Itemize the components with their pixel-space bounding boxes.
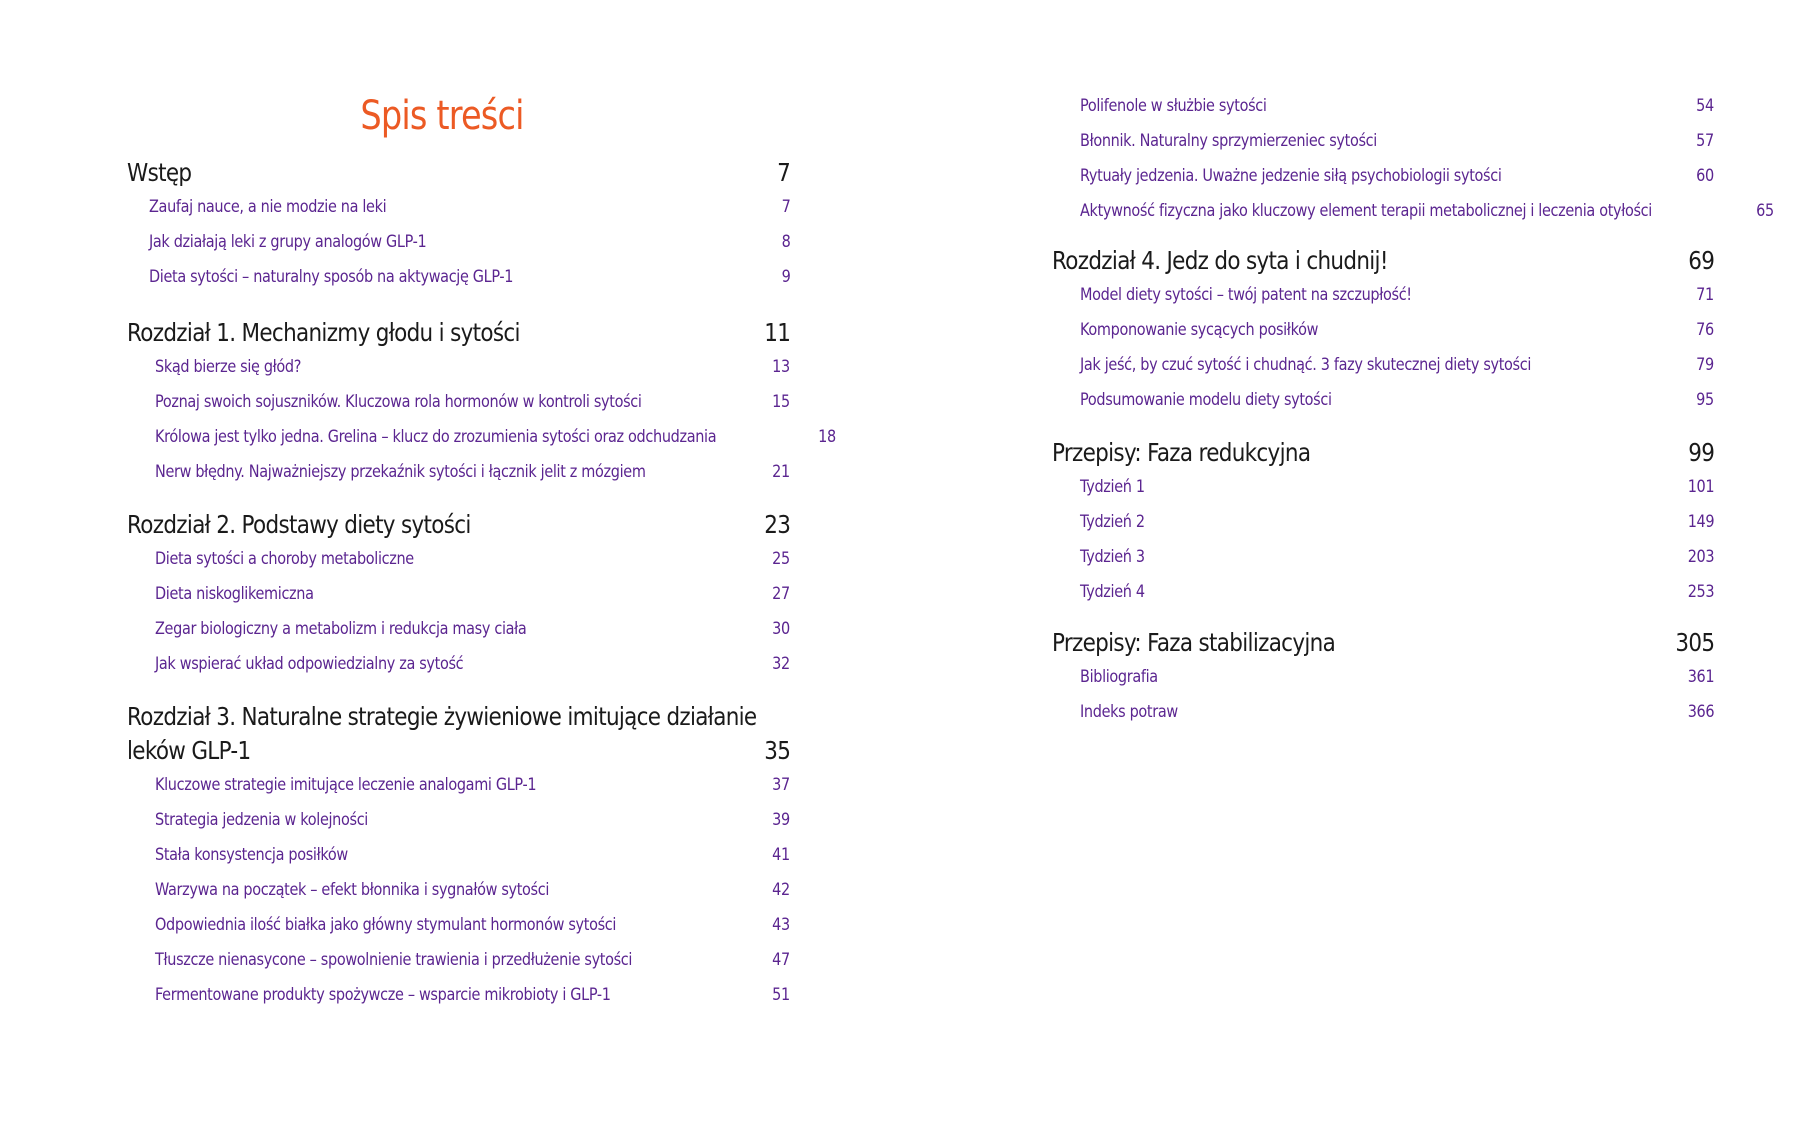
entry-title: Skąd bierze się głód?	[155, 357, 302, 377]
entry-page: 13	[772, 357, 790, 377]
toc-entry	[127, 455, 790, 490]
entry-page: 253	[1687, 582, 1714, 602]
entry-title: Zegar biologiczny a metabolizm i redukcja masy ciała	[155, 619, 527, 639]
entry-title: Jak działają leki z grupy analogów GLP-1	[149, 232, 427, 252]
chapter-heading	[1052, 436, 1714, 470]
entry-title: Aktywność fizyczna jako kluczowy element terapii metabolicznej i leczenia otyłości	[1080, 201, 1652, 221]
entry-page: 37	[772, 775, 790, 795]
toc-entry	[1052, 470, 1714, 505]
chapter-heading	[127, 734, 790, 768]
chapter-heading	[1052, 244, 1714, 278]
toc-block-recipes-reduction	[1052, 436, 1714, 610]
entry-page: 9	[781, 267, 790, 287]
entry-page: 39	[772, 810, 790, 830]
entry-title: Fermentowane produkty spożywcze – wsparcie mikrobioty i GLP-1	[155, 985, 611, 1005]
entry-page: 32	[772, 654, 790, 674]
entry-title: Dieta sytości – naturalny sposób na aktywację GLP-1	[149, 267, 514, 287]
chapter-title: Rozdział 4. Jedz do syta i chudnij!	[1052, 246, 1388, 275]
toc-entry	[1052, 575, 1714, 610]
entry-page: 51	[772, 985, 790, 1005]
chapter-title: Wstęp	[127, 158, 192, 187]
entry-page: 79	[1696, 355, 1714, 375]
entry-page: 361	[1687, 667, 1714, 687]
chapter-title: Przepisy: Faza redukcyjna	[1052, 438, 1311, 467]
entry-page: 95	[1696, 390, 1714, 410]
entry-title: Jak jeść, by czuć sytość i chudnąć. 3 fazy skutecznej diety sytości	[1080, 355, 1532, 375]
toc-entry	[127, 542, 790, 577]
toc-entry	[127, 768, 790, 803]
chapter-heading	[1052, 626, 1714, 660]
chapter-title: leków GLP-1	[127, 736, 251, 765]
entry-title: Strategia jedzenia w kolejności	[155, 810, 368, 830]
toc-block-chapter-3-continued	[1052, 89, 1774, 229]
entry-title: Model diety sytości – twój patent na szczupłość!	[1080, 285, 1412, 305]
entry-title: Królowa jest tylko jedna. Grelina – klucz do zrozumienia sytości oraz odchudzania	[155, 427, 717, 447]
chapter-page: 7	[777, 158, 790, 187]
entry-page: 43	[772, 915, 790, 935]
toc-entry	[127, 838, 790, 873]
entry-page: 18	[818, 427, 837, 447]
entry-page: 76	[1696, 320, 1714, 340]
toc-entry	[1052, 383, 1714, 418]
toc-entry	[127, 225, 790, 260]
chapter-page: 69	[1688, 246, 1714, 275]
toc-title: Spis treści	[360, 93, 524, 139]
entry-page: 149	[1687, 512, 1714, 532]
chapter-page: 35	[764, 736, 790, 765]
toc-entry	[127, 943, 790, 978]
toc-entry	[1052, 124, 1714, 159]
entry-page: 65	[1756, 201, 1774, 221]
entry-title: Warzywa na początek – efekt błonnika i sygnałów sytości	[155, 880, 550, 900]
entry-page: 101	[1687, 477, 1714, 497]
toc-entry	[127, 978, 790, 1013]
chapter-title: Przepisy: Faza stabilizacyjna	[1052, 628, 1336, 657]
entry-title: Rytuały jedzenia. Uważne jedzenie siłą psychobiologii sytości	[1080, 166, 1502, 186]
toc-entry	[127, 803, 790, 838]
entry-page: 57	[1696, 131, 1714, 151]
toc-entry	[1052, 505, 1714, 540]
toc-entry	[1052, 313, 1714, 348]
entry-title: Polifenole w służbie sytości	[1080, 96, 1267, 116]
toc-entry	[1052, 278, 1714, 313]
entry-page: 30	[772, 619, 790, 639]
entry-page: 8	[781, 232, 790, 252]
entry-title: Nerw błędny. Najważniejszy przekaźnik sytości i łącznik jelit z mózgiem	[155, 462, 646, 482]
toc-entry	[127, 190, 790, 225]
entry-page: 60	[1696, 166, 1714, 186]
toc-block-chapter-4	[1052, 244, 1714, 418]
toc-entry	[1052, 159, 1714, 194]
chapter-heading-line1	[127, 700, 790, 734]
chapter-heading	[127, 316, 790, 350]
toc-entry	[127, 350, 790, 385]
toc-entry	[1052, 660, 1714, 695]
entry-title: Odpowiednia ilość białka jako główny stymulant hormonów sytości	[155, 915, 617, 935]
toc-entry	[127, 260, 790, 295]
toc-block-chapter-1	[127, 316, 837, 490]
entry-title: Tydzień 4	[1080, 582, 1145, 602]
chapter-heading	[127, 508, 790, 542]
entry-title: Podsumowanie modelu diety sytości	[1080, 390, 1332, 410]
toc-entry	[127, 647, 790, 682]
toc-entry	[1052, 348, 1714, 383]
chapter-page: 305	[1675, 628, 1714, 657]
toc-entry	[127, 420, 837, 455]
toc-entry	[127, 577, 790, 612]
chapter-heading	[127, 156, 790, 190]
entry-title: Tłuszcze nienasycone – spowolnienie trawienia i przedłużenie sytości	[155, 950, 633, 970]
entry-title: Jak wspierać układ odpowiedzialny za sytość	[155, 654, 464, 674]
entry-page: 7	[781, 197, 790, 217]
entry-title: Błonnik. Naturalny sprzymierzeniec sytości	[1080, 131, 1377, 151]
chapter-page: 99	[1688, 438, 1714, 467]
toc-block-chapter-3	[127, 700, 790, 1013]
chapter-title: Rozdział 1. Mechanizmy głodu i sytości	[127, 318, 520, 347]
toc-entry	[1052, 194, 1774, 229]
entry-title: Tydzień 2	[1080, 512, 1145, 532]
entry-title: Stała konsystencja posiłków	[155, 845, 348, 865]
chapter-title: Rozdział 2. Podstawy diety sytości	[127, 510, 471, 539]
toc-entry	[1052, 695, 1714, 730]
entry-page: 71	[1696, 285, 1714, 305]
entry-title: Dieta niskoglikemiczna	[155, 584, 314, 604]
entry-title: Komponowanie sycących posiłków	[1080, 320, 1319, 340]
entry-title: Kluczowe strategie imitujące leczenie analogami GLP-1	[155, 775, 537, 795]
toc-entry	[1052, 89, 1714, 124]
toc-entry	[127, 612, 790, 647]
entry-title: Tydzień 1	[1080, 477, 1145, 497]
toc-block-recipes-stabilization	[1052, 626, 1714, 730]
toc-entry	[127, 873, 790, 908]
toc-block-intro	[127, 156, 790, 295]
entry-page: 42	[772, 880, 790, 900]
toc-entry	[127, 908, 790, 943]
entry-title: Poznaj swoich sojuszników. Kluczowa rola hormonów w kontroli sytości	[155, 392, 642, 412]
entry-page: 25	[772, 549, 790, 569]
chapter-page: 23	[764, 510, 790, 539]
entry-page: 21	[772, 462, 790, 482]
entry-title: Bibliografia	[1080, 667, 1158, 687]
entry-title: Tydzień 3	[1080, 547, 1145, 567]
chapter-title-line1: Rozdział 3. Naturalne strategie żywieniowe imitujące działanie	[127, 702, 757, 731]
toc-entry	[127, 385, 790, 420]
entry-page: 366	[1687, 702, 1714, 722]
entry-title: Indeks potraw	[1080, 702, 1178, 722]
entry-page: 203	[1687, 547, 1714, 567]
toc-entry	[1052, 540, 1714, 575]
chapter-page: 11	[764, 318, 790, 347]
entry-page: 54	[1696, 96, 1714, 116]
entry-title: Zaufaj nauce, a nie modzie na leki	[149, 197, 387, 217]
entry-page: 15	[772, 392, 790, 412]
entry-title: Dieta sytości a choroby metaboliczne	[155, 549, 414, 569]
toc-block-chapter-2	[127, 508, 790, 682]
entry-page: 47	[772, 950, 790, 970]
entry-page: 41	[772, 845, 790, 865]
entry-page: 27	[772, 584, 790, 604]
